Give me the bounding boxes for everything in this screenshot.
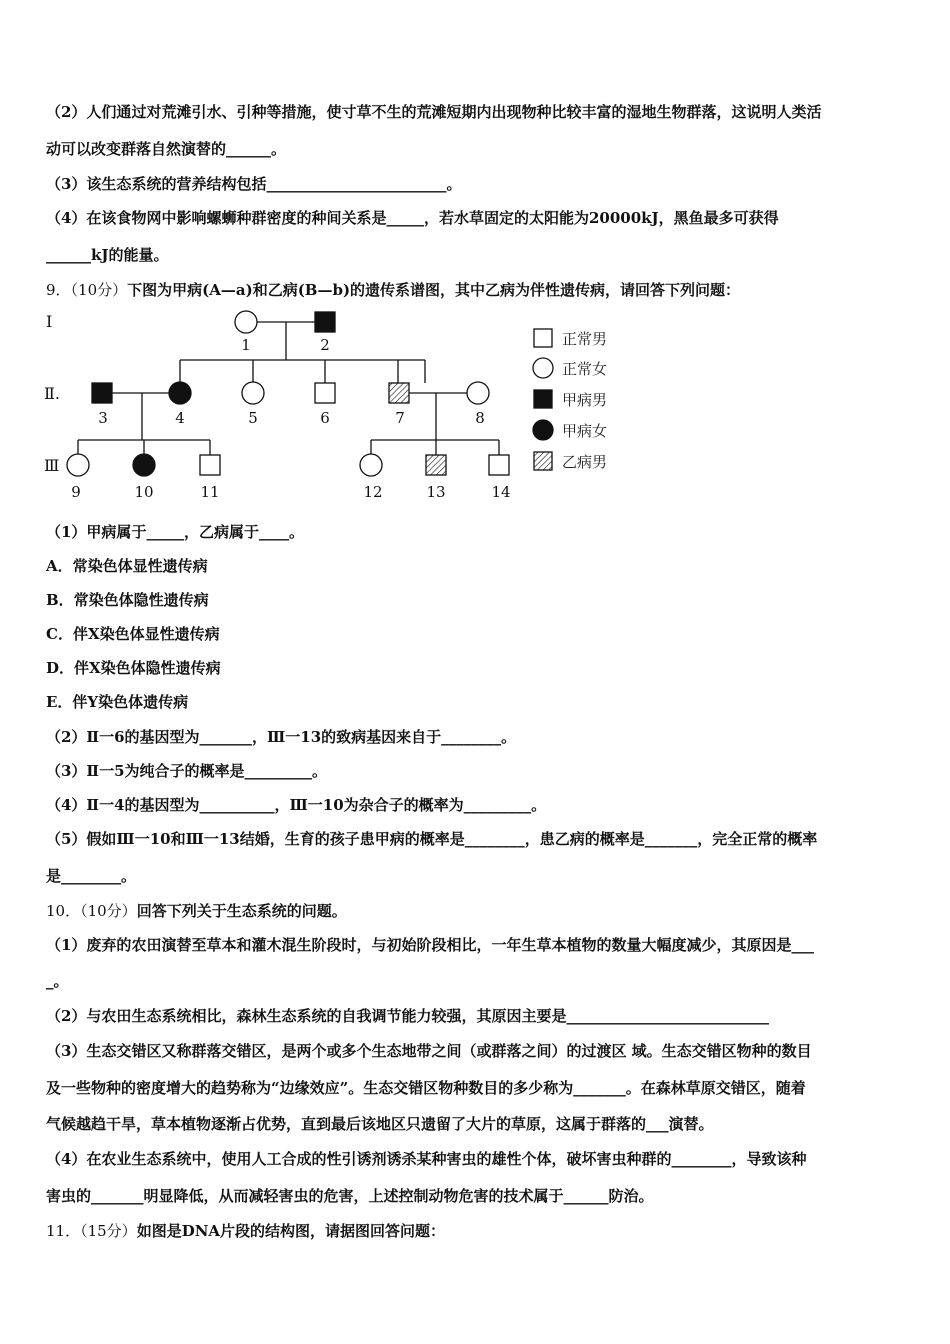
q9-stem (46, 280, 910, 300)
q10-part1-line2: _。 (46, 972, 69, 990)
label-13: 13 (426, 483, 446, 501)
q10-number: 10． (46, 902, 81, 920)
q11-score: （15分） (80, 1222, 137, 1240)
q9-option-c: C．伴X染色体显性遗传病 (46, 625, 220, 643)
individual-3 (92, 383, 112, 403)
q9-option-e: E．伴Y染色体遗传病 (46, 693, 189, 711)
q9-option-b: B．常染色体隐性遗传病 (46, 591, 209, 609)
individual-5 (242, 382, 264, 404)
individual-1 (235, 311, 257, 333)
individual-14 (489, 455, 509, 475)
pedigree-legend (533, 329, 553, 470)
q9-number: 9． (46, 281, 71, 299)
q10-part4-line2: 害虫的_______明显降低，从而减轻害虫的危害，上述控制动物危害的技术属于______防治。 (46, 1187, 654, 1205)
q11-number: 11． (46, 1222, 81, 1240)
individual-12 (360, 454, 382, 476)
legend-disease-a-male-symbol (534, 390, 552, 408)
individual-10 (133, 454, 155, 476)
q10-stem (46, 901, 910, 921)
q9-stem-text: 下图为甲病(A—a)和乙病(B—b)的遗传系谱图，其中乙病为伴性遗传病，请回答下列问题： (127, 281, 741, 299)
q8-part2-line2: 动可以改变群落自然演替的______。 (46, 140, 287, 158)
label-3: 3 (98, 409, 108, 427)
q11-stem-text: 如图是DNA片段的结构图，请据图回答问题： (136, 1222, 446, 1240)
q10-part1-line1: （1）废弃的农田演替至草本和灌木混生阶段时，与初始阶段相比，一年生草本植物的数量大幅度减少，其原因是___ (46, 936, 814, 954)
q9-sub3: （3）Ⅱ一5为纯合子的概率是_________。 (46, 762, 328, 780)
label-5: 5 (248, 409, 258, 427)
legend-normal-female: 正常女 (562, 360, 608, 378)
q10-part3-line2: 及一些物种的密度增大的趋势称为“边缘效应”。生态交错区物种数目的多少称为_______。在森林草原交错区，随着 (46, 1079, 806, 1097)
individual-8 (467, 382, 489, 404)
individual-7 (389, 383, 409, 403)
legend-disease-b-male: 乙病男 (562, 453, 608, 471)
q9-sub5-line2: 是________。 (46, 867, 137, 885)
q10-part3-line3: 气候越趋干旱，草本植物逐渐占优势，直到最后该地区只遗留了大片的草原，这属于群落的___演替。 (46, 1115, 714, 1133)
legend-disease-a-male: 甲病男 (562, 391, 608, 409)
legend-disease-a-female-symbol (533, 420, 553, 440)
q11-stem (46, 1221, 910, 1241)
q10-stem-text: 回答下列关于生态系统的问题。 (136, 902, 347, 920)
q9-sub2: （2）Ⅱ一6的基因型为_______，Ⅲ一13的致病基因来自于________。 (46, 728, 517, 746)
pedigree-chart (40, 305, 640, 505)
legend-disease-b-male-symbol (534, 452, 552, 470)
label-12: 12 (363, 483, 383, 501)
q9-sub5-line1: （5）假如Ⅲ一10和Ⅲ一13结婚，生育的孩子患甲病的概率是________，患乙病的概率是_______，完全正常的概率 (46, 830, 818, 848)
q8-part3: （3）该生态系统的营养结构包括________________________。 (46, 175, 462, 193)
label-10: 10 (134, 483, 154, 501)
q9-sub1: （1）甲病属于_____，乙病属于____。 (46, 523, 304, 541)
q10-part3-line1: （3）生态交错区又称群落交错区，是两个或多个生态地带之间（或群落之间）的过渡区 域。生态交错区物种的数目 (46, 1042, 812, 1060)
label-2: 2 (320, 336, 330, 354)
legend-disease-a-female: 甲病女 (562, 422, 608, 440)
q8-part4-line1: （4）在该食物网中影响螺蛳种群密度的种间关系是_____，若水草固定的太阳能为20000kJ，黑鱼最多可获得 (46, 209, 779, 227)
individual-9 (67, 454, 89, 476)
individual-2 (315, 312, 335, 332)
generation-label-3: Ⅲ (44, 456, 60, 475)
label-6: 6 (320, 409, 330, 427)
label-11: 11 (200, 483, 220, 501)
generation-label-2: Ⅱ. (44, 384, 60, 403)
q9-option-d: D．伴X染色体隐性遗传病 (46, 659, 221, 677)
q10-part2: （2）与农田生态系统相比，森林生态系统的自我调节能力较强，其原因主要是___________________________ (46, 1007, 769, 1025)
q8-part2-line1: （2）人们通过对荒滩引水、引种等措施，使寸草不生的荒滩短期内出现物种比较丰富的湿地生物群落，这说明人类活 (46, 103, 822, 121)
label-9: 9 (71, 483, 81, 501)
q10-part4-line1: （4）在农业生态系统中，使用人工合成的性引诱剂诱杀某种害虫的雄性个体，破坏害虫种群的________，导致该种 (46, 1150, 807, 1168)
individual-11 (200, 455, 220, 475)
q10-score: （10分） (80, 902, 137, 920)
q8-part4-line2: ______kJ的能量。 (46, 246, 169, 264)
legend-normal-male: 正常男 (562, 330, 608, 348)
individual-13 (426, 455, 446, 475)
label-14: 14 (491, 483, 511, 501)
label-8: 8 (475, 409, 485, 427)
legend-normal-female-symbol (533, 358, 553, 378)
q9-option-a: A．常染色体显性遗传病 (46, 557, 208, 575)
individual-4 (169, 382, 191, 404)
q9-sub4: （4）Ⅱ一4的基因型为__________，Ⅲ一10为杂合子的概率为_________。 (46, 796, 547, 814)
label-4: 4 (175, 409, 185, 427)
q9-score: （10分） (70, 281, 128, 299)
individual-6 (315, 383, 335, 403)
label-7: 7 (395, 409, 405, 427)
label-1: 1 (241, 336, 251, 354)
legend-normal-male-symbol (534, 329, 552, 347)
generation-label-1: Ⅰ (46, 312, 53, 331)
